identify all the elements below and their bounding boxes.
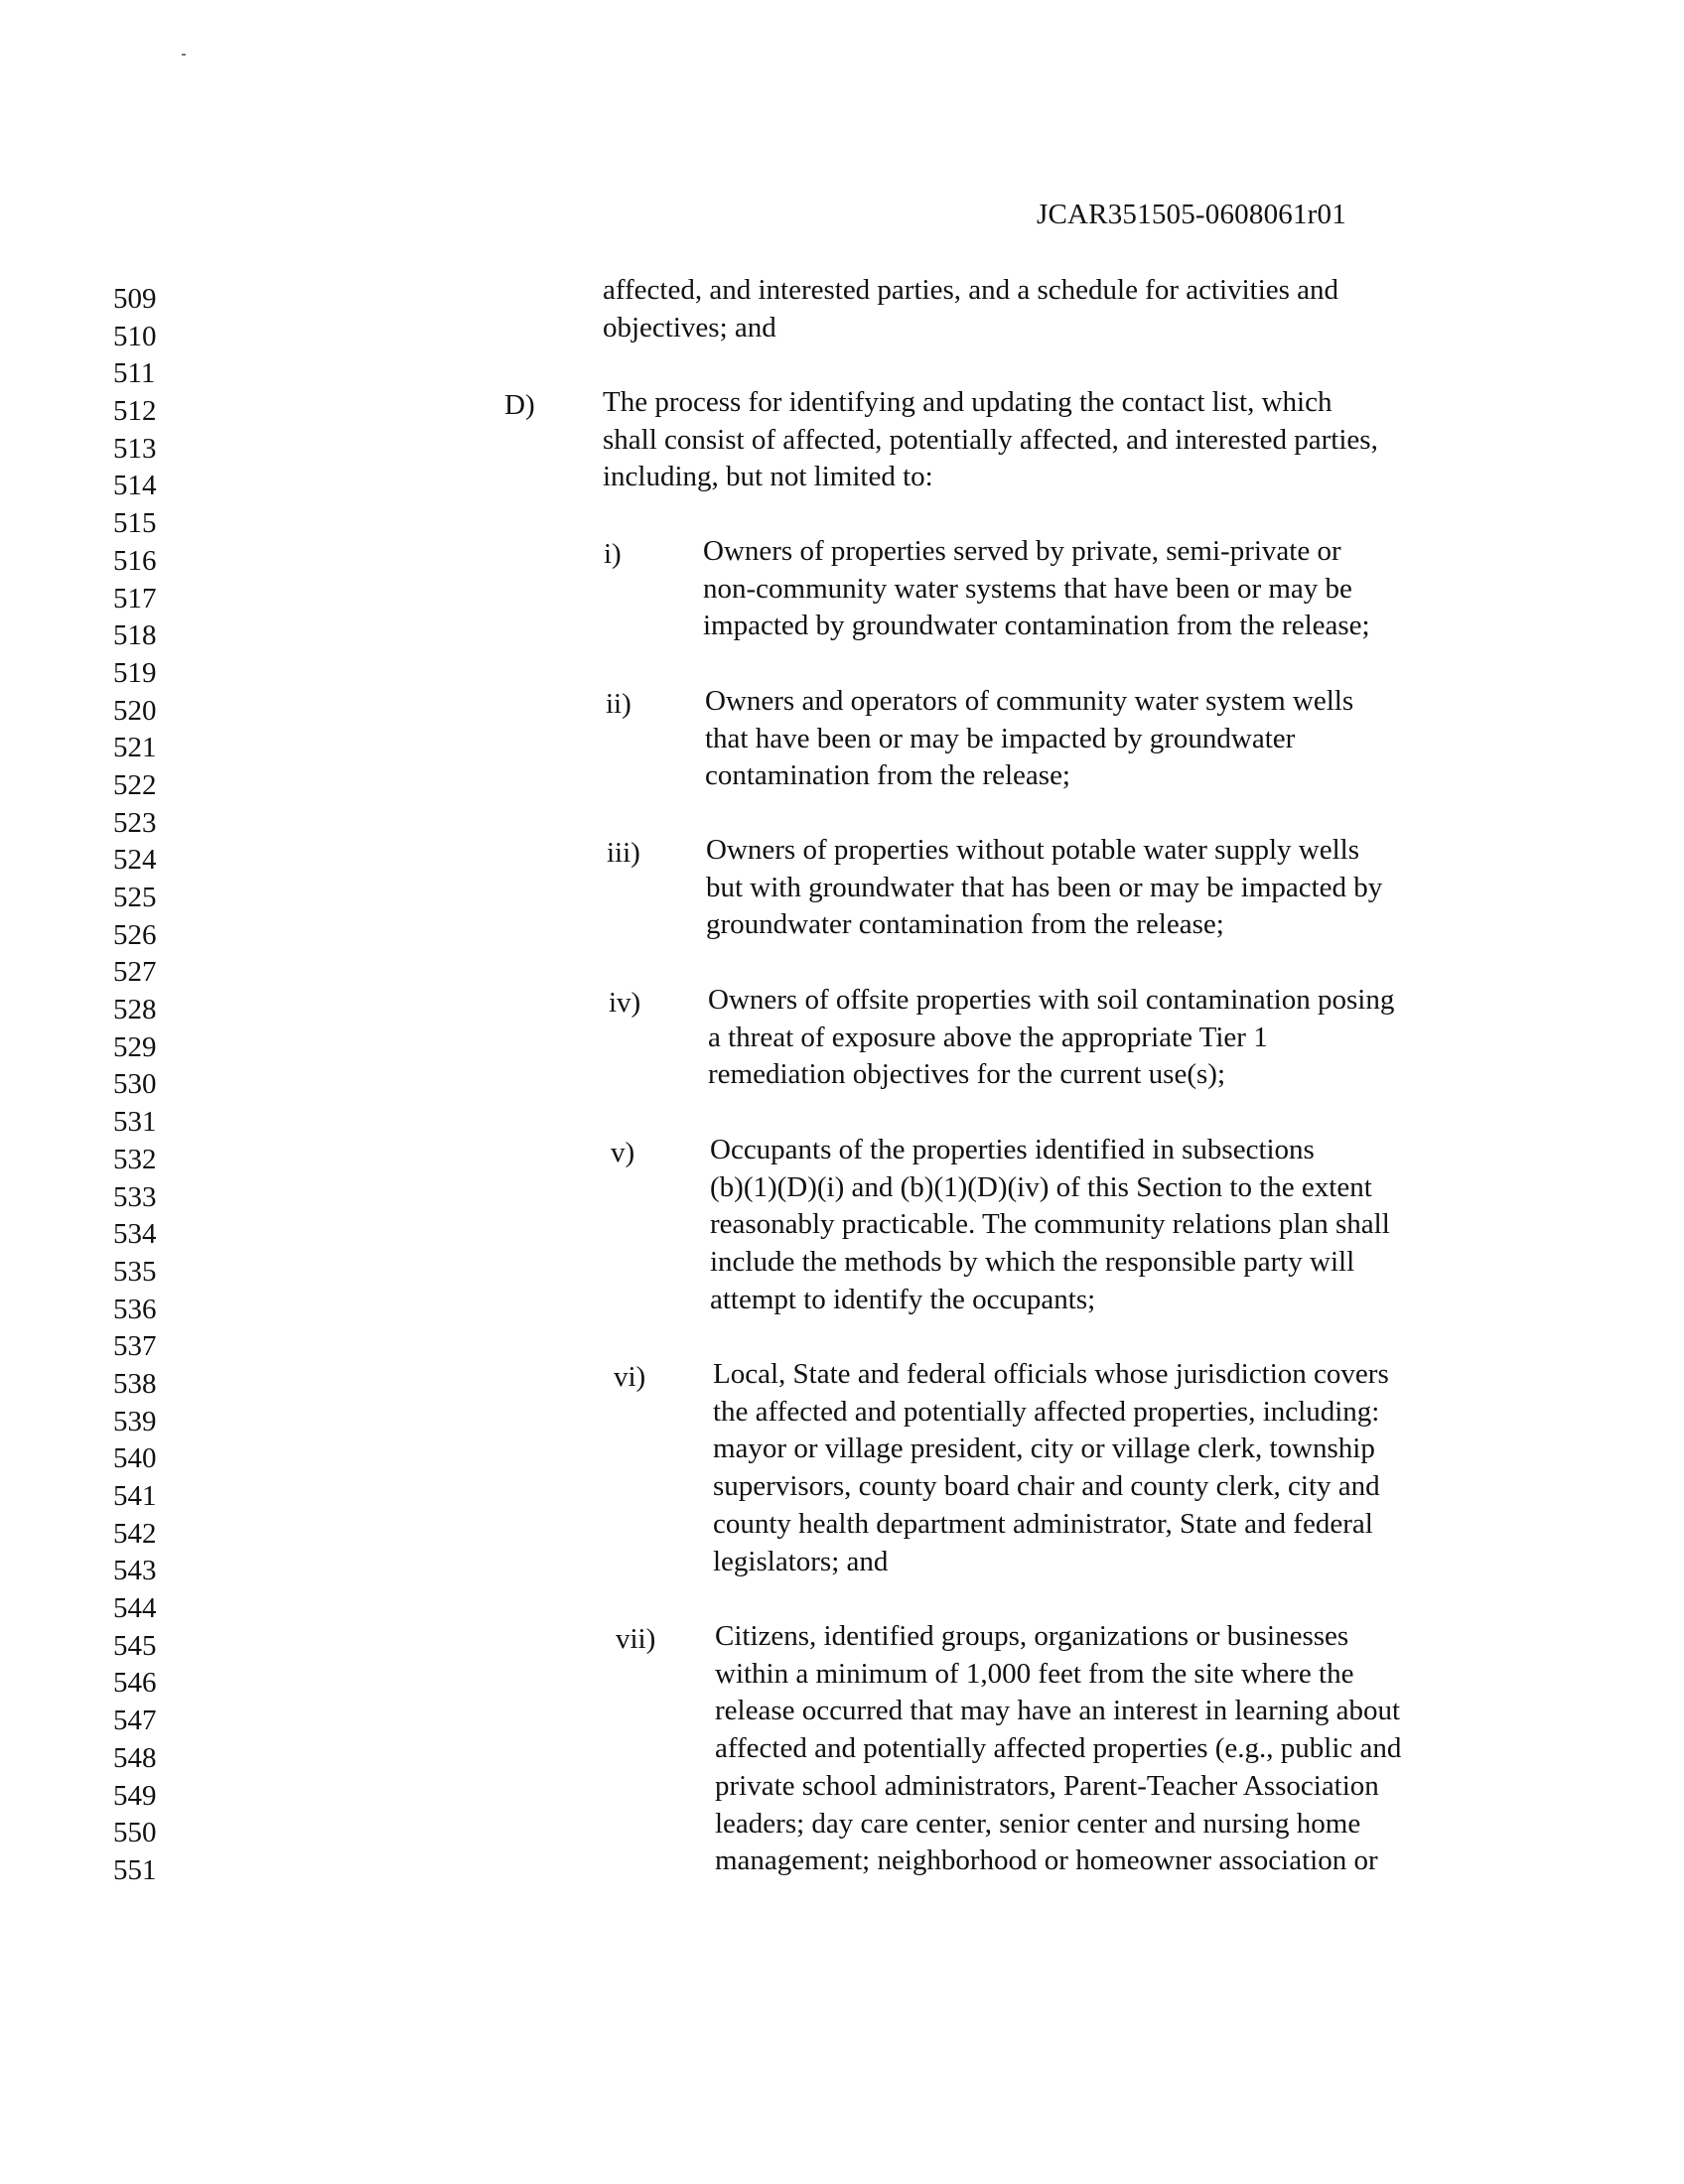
line-number: 541 <box>113 1480 157 1512</box>
text-line: impacted by groundwater contamination from the release; <box>703 610 1370 642</box>
text-line: Owners of offsite properties with soil contamination posing <box>708 984 1395 1016</box>
text-line: leaders; day care center, senior center and nursing home <box>715 1807 1361 1840</box>
line-number: 517 <box>113 582 157 614</box>
line-number: 522 <box>113 768 157 801</box>
text-line: objectives; and <box>603 311 776 343</box>
subitem-iv-paragraph <box>708 982 1394 1094</box>
line-number: 514 <box>113 470 157 502</box>
line-number: 512 <box>113 395 157 428</box>
line-number: 533 <box>113 1180 157 1213</box>
text-line: non-community water systems that have been or may be <box>703 572 1352 605</box>
line-number: 534 <box>113 1218 157 1251</box>
text-line: Citizens, identified groups, organizations or businesses <box>715 1620 1349 1652</box>
line-number: 532 <box>113 1143 157 1175</box>
text-line: management; neighborhood or homeowner association or <box>715 1844 1378 1877</box>
line-number: 524 <box>113 844 157 877</box>
line-number: 543 <box>113 1555 157 1587</box>
line-number: 547 <box>113 1705 157 1737</box>
text-line: Owners and operators of community water system wells <box>705 685 1354 717</box>
line-number: 509 <box>113 283 157 315</box>
text-line: shall consist of affected, potentially affected, and interested parties, <box>603 423 1378 456</box>
line-number: 523 <box>113 806 157 839</box>
subitem-vi-paragraph <box>713 1356 1389 1580</box>
subitem-vii-paragraph <box>715 1618 1401 1880</box>
continuation-paragraph <box>603 272 1338 346</box>
line-number: 520 <box>113 694 157 727</box>
line-number: 527 <box>113 956 157 989</box>
line-number: 546 <box>113 1667 157 1700</box>
text-line: include the methods by which the responsible party will <box>710 1246 1355 1279</box>
line-number: 526 <box>113 918 157 951</box>
line-number: 531 <box>113 1106 157 1139</box>
line-number: 539 <box>113 1405 157 1437</box>
text-line: Local, State and federal officials whose jurisdiction covers <box>713 1358 1389 1390</box>
line-number: 537 <box>113 1330 157 1363</box>
text-line: within a minimum of 1,000 feet from the site where the <box>715 1657 1354 1690</box>
text-line: remediation objectives for the current use(s); <box>708 1058 1225 1091</box>
line-number: 529 <box>113 1030 157 1063</box>
text-line: groundwater contamination from the release; <box>706 908 1224 941</box>
subitem-marker-vi: vi) <box>614 1361 646 1393</box>
line-number: 511 <box>113 357 156 390</box>
text-line: Occupants of the properties identified in subsections <box>710 1134 1315 1165</box>
line-number: 521 <box>113 732 157 764</box>
text-line: but with groundwater that has been or may be impacted by <box>706 871 1383 903</box>
line-number: 544 <box>113 1592 157 1625</box>
subitem-ii-paragraph <box>705 683 1353 795</box>
line-number: 528 <box>113 994 157 1026</box>
scan-speck <box>182 54 186 56</box>
text-line: legislators; and <box>713 1545 889 1577</box>
text-line: reasonably practicable. The community relations plan shall <box>710 1208 1390 1241</box>
line-number: 540 <box>113 1442 157 1475</box>
text-line: county health department administrator, State and federal <box>713 1507 1373 1540</box>
line-number: 510 <box>113 320 157 352</box>
line-number: 535 <box>113 1255 157 1288</box>
subitem-marker-i: i) <box>604 538 622 570</box>
item-marker-d: D) <box>504 389 535 421</box>
subitem-iii-paragraph <box>706 832 1382 944</box>
subitem-marker-v: v) <box>611 1137 635 1168</box>
line-number: 538 <box>113 1367 157 1400</box>
text-line: that have been or may be impacted by groundwater <box>705 722 1296 754</box>
text-line: contamination from the release; <box>705 759 1070 792</box>
line-number: 518 <box>113 619 157 652</box>
text-line: affected and potentially affected properties (e.g., public and <box>715 1732 1402 1765</box>
text-line: affected, and interested parties, and a schedule for activities and <box>603 274 1339 306</box>
text-line: Owners of properties served by private, semi-private or <box>703 535 1341 567</box>
document-id: JCAR351505-0608061r01 <box>1037 199 1346 230</box>
line-number: 550 <box>113 1817 157 1849</box>
text-line: release occurred that may have an interest in learning about <box>715 1695 1401 1727</box>
subitem-marker-iv: iv) <box>609 987 641 1019</box>
line-number: 519 <box>113 656 157 689</box>
text-line: private school administrators, Parent-Teacher Association <box>715 1769 1379 1802</box>
text-line: (b)(1)(D)(i) and (b)(1)(D)(iv) of this Section to the extent <box>710 1170 1372 1203</box>
line-number: 530 <box>113 1068 157 1101</box>
line-number: 536 <box>113 1293 157 1325</box>
line-number: 542 <box>113 1517 157 1550</box>
line-number: 515 <box>113 507 157 540</box>
line-number: 548 <box>113 1741 157 1774</box>
text-line: supervisors, county board chair and county clerk, city and <box>713 1470 1380 1503</box>
line-number: 551 <box>113 1853 157 1886</box>
text-line: The process for identifying and updating the contact list, which <box>603 386 1333 418</box>
line-number: 516 <box>113 544 157 577</box>
subitem-i-paragraph <box>703 533 1370 645</box>
line-number-column <box>113 281 173 1890</box>
subitem-v-paragraph <box>710 1132 1390 1319</box>
line-number: 545 <box>113 1629 157 1662</box>
text-line: mayor or village president, city or village clerk, township <box>713 1433 1375 1465</box>
line-number: 549 <box>113 1779 157 1812</box>
line-number: 513 <box>113 432 157 465</box>
text-line: Owners of properties without potable water supply wells <box>706 834 1359 866</box>
text-line: attempt to identify the occupants; <box>710 1283 1096 1315</box>
item-d-paragraph <box>603 384 1378 496</box>
text-line: including, but not limited to: <box>603 461 933 493</box>
subitem-marker-iii: iii) <box>607 837 640 869</box>
text-line: the affected and potentially affected properties, including: <box>713 1395 1380 1428</box>
subitem-marker-vii: vii) <box>616 1623 656 1655</box>
subitem-marker-ii: ii) <box>606 688 632 720</box>
line-number: 525 <box>113 882 157 913</box>
text-line: a threat of exposure above the appropriate Tier 1 <box>708 1021 1268 1053</box>
